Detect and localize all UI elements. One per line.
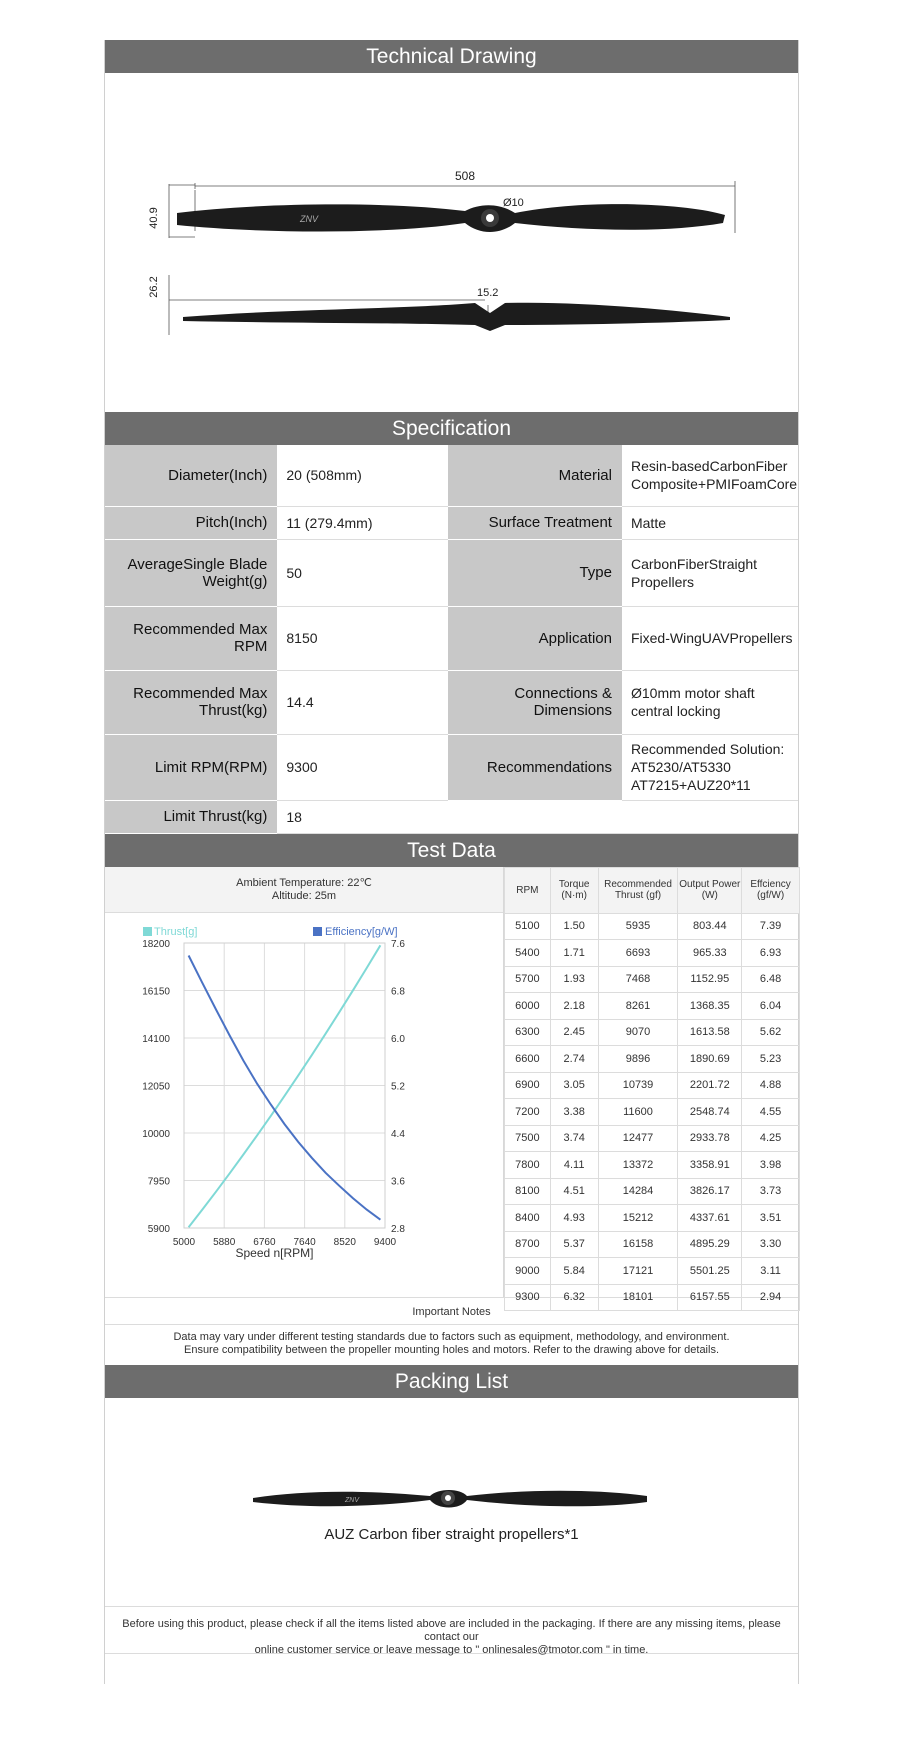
y-left-tick-label: 10000 xyxy=(142,1128,170,1140)
x-tick-label: 8520 xyxy=(333,1236,356,1248)
table-row xyxy=(505,1152,800,1179)
table-cell: 2.45 xyxy=(550,1019,598,1046)
table-cell: 3.98 xyxy=(742,1152,800,1179)
spec-key: Recommendations xyxy=(448,734,622,800)
table-cell: 7200 xyxy=(505,1099,551,1126)
page-container xyxy=(104,40,799,1684)
table-cell: 6.48 xyxy=(742,966,800,993)
table-cell: 6.32 xyxy=(550,1284,598,1311)
propeller-top-view-icon xyxy=(177,204,725,232)
svg-text:ZNV: ZNV xyxy=(300,214,318,224)
table-cell: 4.51 xyxy=(550,1178,598,1205)
propeller-drawing xyxy=(105,73,800,412)
spec-key: Recommended Max Thrust(kg) xyxy=(105,670,277,734)
notes-line-1: Data may vary under different testing standards due to factors such as equipment, methodology, and environment. xyxy=(173,1330,730,1343)
y-left-tick-label: 14100 xyxy=(142,1033,170,1045)
dim-length-label: 508 xyxy=(454,169,476,183)
specification-header: Specification xyxy=(105,412,798,445)
table-header-row xyxy=(505,867,800,913)
table-cell: 4.25 xyxy=(742,1125,800,1152)
table-cell: 9000 xyxy=(505,1258,551,1285)
table-cell: 1.50 xyxy=(550,913,598,940)
spec-value: 50 xyxy=(277,539,448,606)
important-notes xyxy=(105,1325,798,1365)
x-tick-label: 7640 xyxy=(293,1236,316,1248)
spec-key: Diameter(Inch) xyxy=(105,445,277,506)
test-data-header: Test Data xyxy=(105,834,798,867)
svg-text:ZNV: ZNV xyxy=(345,1496,359,1504)
y-right-tick-label: 6.0 xyxy=(391,1033,405,1045)
ambient-conditions xyxy=(105,867,503,913)
table-row xyxy=(505,1046,800,1073)
y-right-tick-label: 6.8 xyxy=(391,986,405,997)
packing-item: AUZ Carbon fiber straight propellers*1 xyxy=(324,1525,579,1543)
spec-value: Recommended Solution: AT5230/AT5330 AT7215+AUZ20*11 xyxy=(622,734,798,800)
table-cell: 5.37 xyxy=(550,1231,598,1258)
table-cell: 18101 xyxy=(598,1284,678,1311)
test-data-section xyxy=(105,867,798,1304)
spec-value: Resin-basedCarbonFiber Composite+PMIFoamCore xyxy=(622,445,798,506)
table-cell: 3.73 xyxy=(742,1178,800,1205)
table-row xyxy=(505,1205,800,1232)
chart-panel xyxy=(105,867,504,1297)
propeller-side-view-icon xyxy=(183,303,730,331)
table-cell: 2.74 xyxy=(550,1046,598,1073)
table-cell: 3.38 xyxy=(550,1099,598,1126)
dim-hub-label: 15.2 xyxy=(477,287,499,299)
table-cell: 6900 xyxy=(505,1072,551,1099)
table-cell: 5935 xyxy=(598,913,678,940)
table-cell: 5400 xyxy=(505,940,551,967)
table-cell: 2201.72 xyxy=(678,1072,742,1099)
column-header: RPM xyxy=(505,867,551,913)
table-cell: 5.23 xyxy=(742,1046,800,1073)
table-cell: 8261 xyxy=(598,993,678,1020)
table-cell: 13372 xyxy=(598,1152,678,1179)
table-cell: 6.93 xyxy=(742,940,800,967)
table-row xyxy=(505,1231,800,1258)
table-cell: 6000 xyxy=(505,993,551,1020)
spec-key: Limit Thrust(kg) xyxy=(105,800,277,833)
y-right-tick-label: 5.2 xyxy=(391,1081,405,1092)
y-right-tick-label: 2.8 xyxy=(391,1223,405,1235)
column-header: Recommended Thrust (gf) xyxy=(598,867,678,913)
table-cell: 8700 xyxy=(505,1231,551,1258)
table-cell: 2933.78 xyxy=(678,1125,742,1152)
table-cell: 1152.95 xyxy=(678,966,742,993)
x-tick-label: 9400 xyxy=(373,1236,397,1248)
table-cell: 6.04 xyxy=(742,993,800,1020)
legend-swatch-efficiency xyxy=(313,927,322,936)
table-cell: 4895.29 xyxy=(678,1231,742,1258)
spec-key: Pitch(Inch) xyxy=(105,506,277,539)
spec-row xyxy=(105,445,798,506)
spec-value: 14.4 xyxy=(277,670,448,734)
table-row xyxy=(505,1178,800,1205)
spec-row xyxy=(105,734,798,800)
table-row xyxy=(505,1099,800,1126)
table-cell: 5100 xyxy=(505,913,551,940)
y-right-tick-label: 3.6 xyxy=(391,1176,405,1187)
table-row xyxy=(505,993,800,1020)
footer-line-1: Before using this product, please check if all the items listed above are included in the packaging. If there are any missing items, please contact our xyxy=(122,1617,781,1643)
performance-chart xyxy=(105,913,503,1297)
technical-drawing-header: Technical Drawing xyxy=(105,40,798,73)
table-cell: 3358.91 xyxy=(678,1152,742,1179)
series-line-thrust xyxy=(189,945,381,1227)
technical-drawing-area xyxy=(105,73,798,412)
table-cell: 5700 xyxy=(505,966,551,993)
table-cell: 3.30 xyxy=(742,1231,800,1258)
table-cell: 3.05 xyxy=(550,1072,598,1099)
table-row xyxy=(505,1258,800,1285)
specification-table xyxy=(105,445,798,834)
dim-thickness-label: 26.2 xyxy=(148,276,160,298)
table-cell: 11600 xyxy=(598,1099,678,1126)
table-row xyxy=(505,1019,800,1046)
table-cell: 8400 xyxy=(505,1205,551,1232)
table-cell: 965.33 xyxy=(678,940,742,967)
spec-value: 8150 xyxy=(277,606,448,670)
column-header: Effciency (gf/W) xyxy=(742,867,800,913)
legend-label-efficiency: Efficiency[g/W] xyxy=(325,925,398,938)
spec-value: Matte xyxy=(622,506,798,539)
table-cell: 1.71 xyxy=(550,940,598,967)
table-cell: 1368.35 xyxy=(678,993,742,1020)
y-left-tick-label: 5900 xyxy=(147,1223,170,1235)
test-data-table xyxy=(504,867,800,1312)
spec-key: Recommended Max RPM xyxy=(105,606,277,670)
footer-note xyxy=(105,1606,798,1654)
table-cell: 5501.25 xyxy=(678,1258,742,1285)
spec-row xyxy=(105,606,798,670)
y-left-tick-label: 7950 xyxy=(147,1176,170,1187)
packing-list-area xyxy=(105,1398,798,1606)
notes-line-2: Ensure compatibility between the propeller mounting holes and motors. Refer to the drawing above for details. xyxy=(183,1343,720,1356)
table-cell: 3.51 xyxy=(742,1205,800,1232)
spec-value: 20 (508mm) xyxy=(277,445,448,506)
table-cell: 6600 xyxy=(505,1046,551,1073)
table-cell: 15212 xyxy=(598,1205,678,1232)
table-cell: 2.18 xyxy=(550,993,598,1020)
legend-swatch-thrust xyxy=(143,927,152,936)
x-axis-label: Speed n[RPM] xyxy=(235,1245,314,1260)
table-cell: 16158 xyxy=(598,1231,678,1258)
spec-key: AverageSingle Blade Weight(g) xyxy=(105,539,277,606)
table-row xyxy=(505,1125,800,1152)
y-left-tick-label: 12050 xyxy=(142,1081,170,1092)
table-cell: 3826.17 xyxy=(678,1178,742,1205)
table-cell: 1890.69 xyxy=(678,1046,742,1073)
packing-list-header: Packing List xyxy=(105,1365,798,1398)
table-row xyxy=(505,1072,800,1099)
table-cell: 10739 xyxy=(598,1072,678,1099)
test-data-body xyxy=(505,913,800,1311)
table-cell: 3.74 xyxy=(550,1125,598,1152)
table-cell: 5.84 xyxy=(550,1258,598,1285)
column-header: Torque (N·m) xyxy=(550,867,598,913)
table-row xyxy=(505,913,800,940)
table-cell: 7.39 xyxy=(742,913,800,940)
table-cell: 17121 xyxy=(598,1258,678,1285)
y-right-tick-label: 7.6 xyxy=(391,938,405,950)
dim-width-label: 40.9 xyxy=(148,207,160,229)
spec-value: 9300 xyxy=(277,734,448,800)
table-cell: 4.93 xyxy=(550,1205,598,1232)
spec-value: Ø10mm motor shaft central locking xyxy=(622,670,798,734)
table-row xyxy=(505,966,800,993)
legend-label-thrust: Thrust[g] xyxy=(154,925,198,938)
spec-key: Limit RPM(RPM) xyxy=(105,734,277,800)
table-cell: 6157.55 xyxy=(678,1284,742,1311)
spec-key: Connections & Dimensions xyxy=(448,670,622,734)
x-tick-label: 5880 xyxy=(213,1236,236,1248)
table-cell: 1.93 xyxy=(550,966,598,993)
table-cell: 7500 xyxy=(505,1125,551,1152)
important-notes-title: Important Notes xyxy=(105,1297,798,1325)
table-row xyxy=(505,1284,800,1311)
table-cell: 4.55 xyxy=(742,1099,800,1126)
footer-line-2: online customer service or leave message to " onlinesales@tmotor.com " in time. xyxy=(254,1643,649,1656)
table-cell: 8100 xyxy=(505,1178,551,1205)
table-cell: 6693 xyxy=(598,940,678,967)
table-cell: 4337.61 xyxy=(678,1205,742,1232)
spec-value: 11 (279.4mm) xyxy=(277,506,448,539)
table-cell: 5.62 xyxy=(742,1019,800,1046)
spec-key: Type xyxy=(448,539,622,606)
x-tick-label: 5000 xyxy=(172,1236,196,1248)
spec-value: CarbonFiberStraight Propellers xyxy=(622,539,798,606)
table-cell: 9896 xyxy=(598,1046,678,1073)
y-right-tick-label: 4.4 xyxy=(391,1128,405,1140)
column-header: Output Power (W) xyxy=(678,867,742,913)
table-cell: 7468 xyxy=(598,966,678,993)
table-cell: 1613.58 xyxy=(678,1019,742,1046)
table-cell: 7800 xyxy=(505,1152,551,1179)
spec-value: 18 xyxy=(277,800,798,833)
table-cell: 6300 xyxy=(505,1019,551,1046)
y-left-tick-label: 18200 xyxy=(142,938,170,950)
y-left-tick-label: 16150 xyxy=(142,986,170,997)
table-cell: 9070 xyxy=(598,1019,678,1046)
table-cell: 4.11 xyxy=(550,1152,598,1179)
spec-key: Application xyxy=(448,606,622,670)
table-cell: 9300 xyxy=(505,1284,551,1311)
table-row xyxy=(505,940,800,967)
table-cell: 14284 xyxy=(598,1178,678,1205)
ambient-temperature: Ambient Temperature: 22℃ xyxy=(236,876,372,889)
spec-key: Material xyxy=(448,445,622,506)
spec-value: Fixed-WingUAVPropellers xyxy=(622,606,798,670)
spec-row xyxy=(105,539,798,606)
table-cell: 3.11 xyxy=(742,1258,800,1285)
dim-hole-label: Ø10 xyxy=(503,197,524,209)
table-cell: 12477 xyxy=(598,1125,678,1152)
table-cell: 2548.74 xyxy=(678,1099,742,1126)
table-cell: 2.94 xyxy=(742,1284,800,1311)
spec-row xyxy=(105,506,798,539)
table-cell: 4.88 xyxy=(742,1072,800,1099)
spec-key: Surface Treatment xyxy=(448,506,622,539)
spec-row xyxy=(105,670,798,734)
spec-row xyxy=(105,800,798,833)
x-tick-label: 6760 xyxy=(253,1236,276,1248)
altitude: Altitude: 25m xyxy=(271,889,337,902)
table-cell: 803.44 xyxy=(678,913,742,940)
